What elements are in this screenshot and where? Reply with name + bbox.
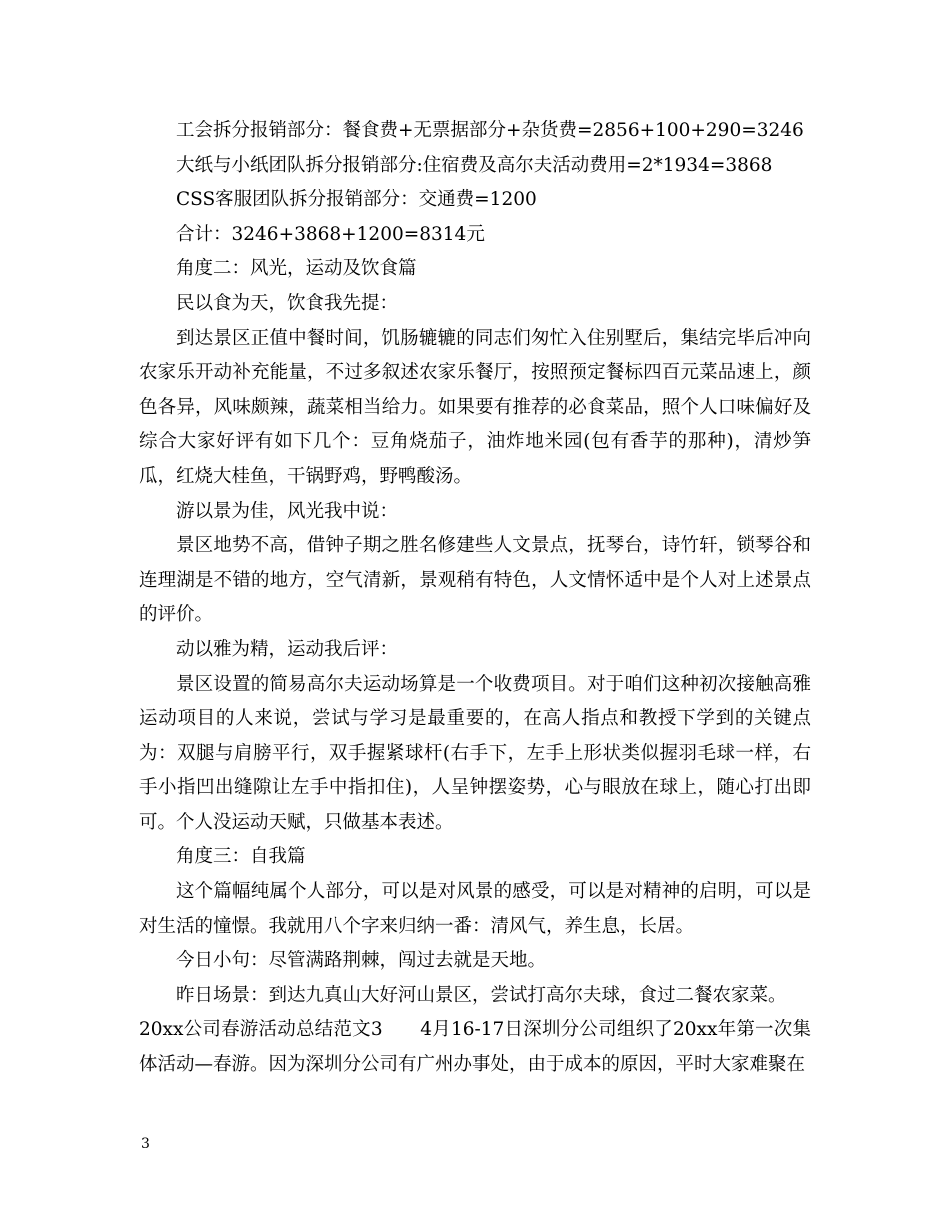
paragraph-sports: 景区设置的简易高尔夫运动场算是一个收费项目。对于咱们这种初次接触高雅运动项目的人来说，尝试与学习是最重要的，在高人指点和教授下学到的关键点为：双腿与肩膀平行，双手握紧球杆(右手下，左手上形状类似握羽毛球一样，右手小指凹出缝隙让左手中指扣住)，人呈钟摆姿势，心与眼放在球上，随心打出即可。个人没运动天赋，只做基本表述。: [139, 673, 811, 833]
page-number: 3: [141, 1136, 150, 1152]
subheading-sports: 动以雅为精，运动我后评：: [176, 638, 399, 660]
section-heading-angle-three: 角度三：自我篇: [176, 846, 306, 868]
subheading-food: 民以食为天，饮食我先提：: [176, 292, 399, 314]
paragraph-sample-three-intro: 20xx公司春游活动总结范文3 4月16-17日深圳分公司组织了20xx年第一次集体活动—春游。因为深圳分公司有广州办事处，由于成本的原因，平时大家难聚在: [139, 1019, 811, 1076]
paragraph-total: 合计：3246+3868+1200=8314元: [176, 223, 485, 245]
paragraph-food: 到达景区正值中餐时间，饥肠辘辘的同志们匆忙入住别墅后，集结完毕后冲向农家乐开动补充能量，不过多叙述农家乐餐厅，按照预定餐标四百元菜品速上，颜色各异，风味颇辣，蔬菜相当给力。如果要有推荐的必食菜品，照个人口味偏好及综合大家好评有如下几个：豆角烧茄子，油炸地米园(包有香芋的那种)，清炒笋瓜，红烧大桂鱼，干锅野鸡，野鸭酸汤。: [139, 327, 811, 487]
paragraph-paper-team-reimbursement: 大纸与小纸团队拆分报销部分:住宿费及高尔夫活动费用=2*1934=3868: [176, 154, 773, 176]
paragraph-union-reimbursement: 工会拆分报销部分：餐食费+无票据部分+杂货费=2856+100+290=3246: [176, 120, 804, 141]
paragraph-css-team-reimbursement: CSS客服团队拆分报销部分：交通费=1200: [176, 189, 537, 211]
paragraph-scenery: 景区地势不高，借钟子期之胜名修建些人文景点，抚琴台，诗竹轩，锁琴谷和连理湖是不错的地方，空气清新，景观稍有特色，人文情怀适中是个人对上述景点的评价。: [139, 535, 811, 626]
paragraph-yesterday-scene: 昨日场景：到达九真山大好河山景区，尝试打高尔夫球，食过二餐农家菜。: [176, 984, 787, 1006]
section-heading-angle-two: 角度二：风光，运动及饮食篇: [176, 258, 417, 280]
document-body: [139, 114, 811, 1083]
subheading-scenery: 游以景为佳，风光我中说：: [176, 500, 399, 522]
paragraph-today-quote: 今日小句：尽管满路荆棘，闯过去就是天地。: [176, 950, 547, 972]
paragraph-self: 这个篇幅纯属个人部分，可以是对风景的感受，可以是对精神的启明，可以是对生活的憧憬。我就用八个字来归纳一番：清风气，养生息，长居。: [139, 881, 811, 937]
